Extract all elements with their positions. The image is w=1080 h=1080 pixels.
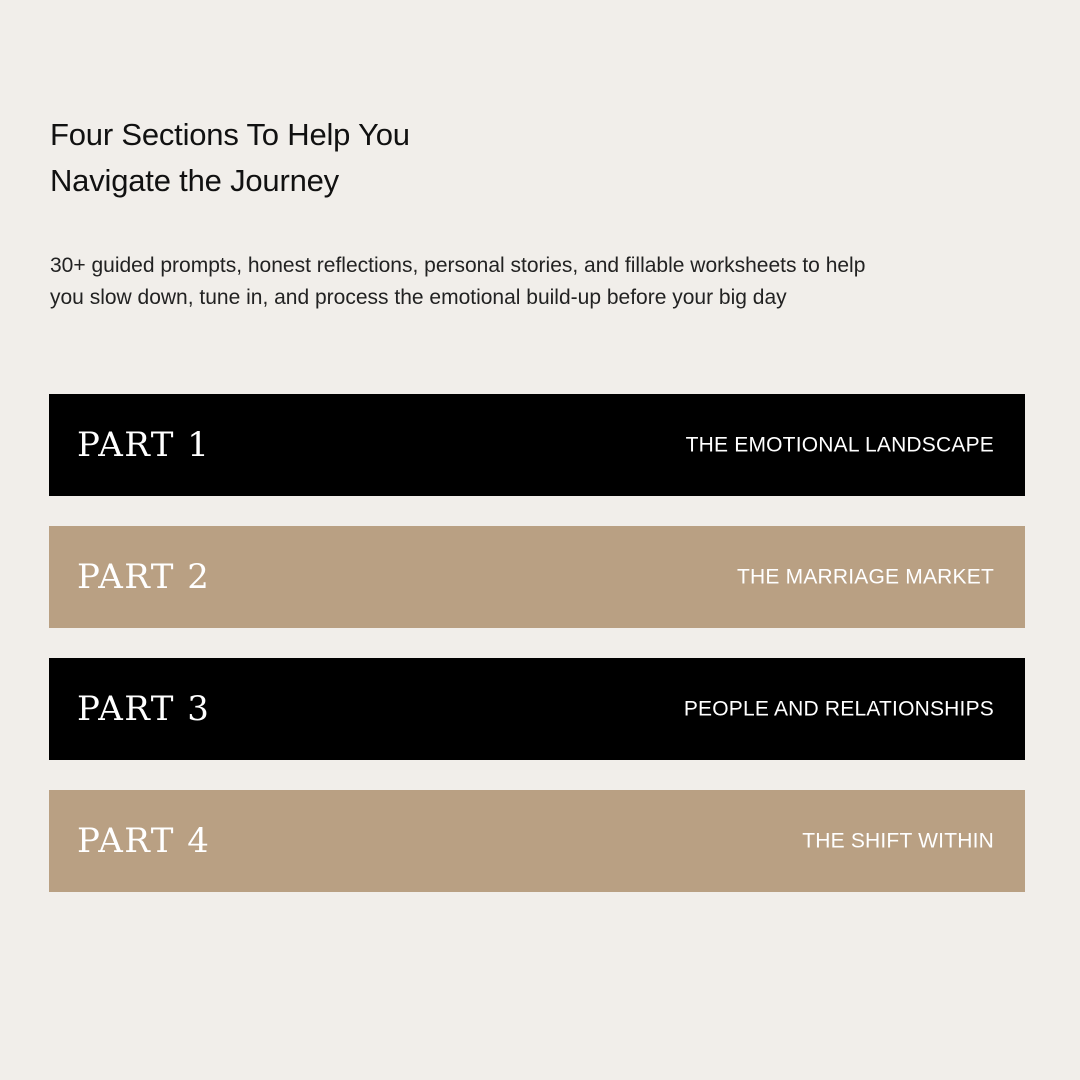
part-1-label: PART 1 <box>77 425 211 465</box>
intro-description <box>50 250 1010 314</box>
part-1-title: THE EMOTIONAL LANDSCAPE <box>685 433 994 457</box>
part-4-banner <box>49 790 1025 892</box>
part-2-banner <box>49 526 1025 628</box>
part-1-banner <box>49 394 1025 496</box>
heading-line-2: Navigate the Journey <box>50 163 339 198</box>
intro-line-1: 30+ guided prompts, honest reflections, personal stories, and fillable worksheets to help <box>50 254 866 277</box>
page-heading <box>50 112 750 204</box>
intro-line-2: you slow down, tune in, and process the emotional build-up before your big day <box>50 286 787 309</box>
part-4-label: PART 4 <box>77 821 211 861</box>
section-list <box>49 394 1025 892</box>
part-3-banner <box>49 658 1025 760</box>
part-3-title: PEOPLE AND RELATIONSHIPS <box>683 697 994 721</box>
heading-line-1: Four Sections To Help You <box>50 117 410 152</box>
part-4-title: THE SHIFT WITHIN <box>802 829 994 853</box>
part-2-title: THE MARRIAGE MARKET <box>737 565 994 589</box>
part-3-label: PART 3 <box>77 689 211 729</box>
part-2-label: PART 2 <box>77 557 211 597</box>
